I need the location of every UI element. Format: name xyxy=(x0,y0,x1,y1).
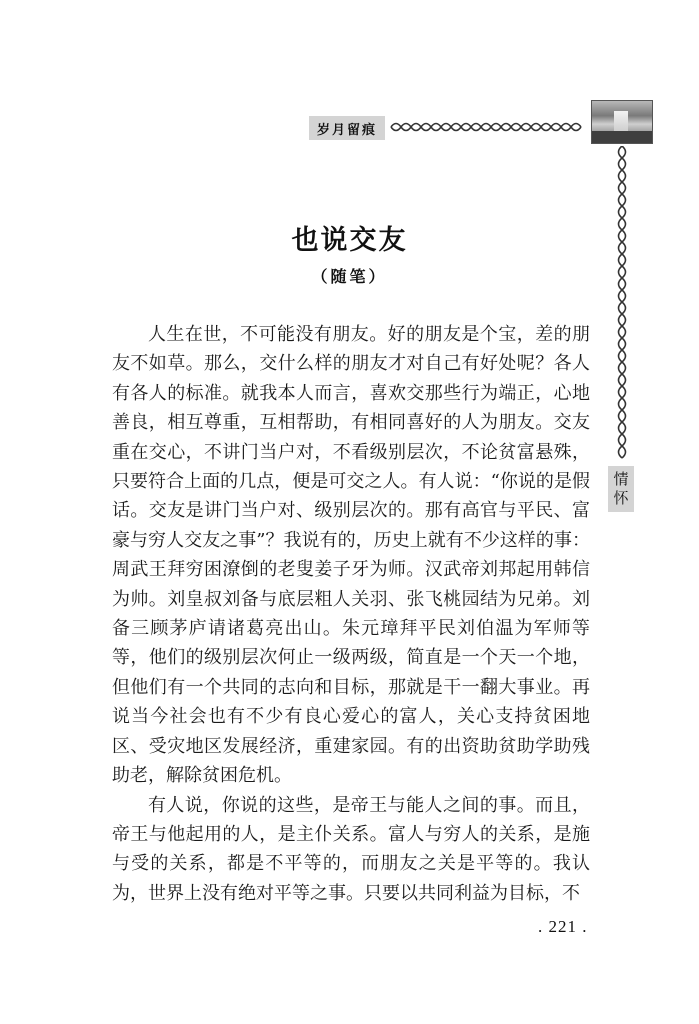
article-title: 也说交友 xyxy=(291,225,408,256)
paragraph-1: 人生在世，不可能没有朋友。好的朋友是个宝，差的朋友不如草。那么，交什么样的朋友才对自己有好处呢？各人有各人的标准。就我本人而言，喜欢交那些行为端正，心地善良，相互尊重，互相帮助，有相同喜好的人为朋友。交友重在交心，不讲门当户对，不看级别层次，不论贫富悬殊，只要符合上面的几点，便是可交之人。有人说：“你说的是假话。交友是讲门当户对、级别层次的。那有高官与平民、富豪与穷人交友之事”？我说有的，历史上就有不少这样的事：周武王拜穷困潦倒的老叟姜子牙为师。汉武帝刘邦起用韩信为帅。刘皇叔刘备与底层粗人关羽、张飞桃园结为兄弟。刘备三顾茅庐请诸葛亮出山。朱元璋拜平民刘伯温为军师等等，他们的级别层次何止一级两级，简直是一个天一个地，但他们有一个共同的志向和目标，那就是干一翻大事业。再说当今社会也有不少有良心爱心的富人，关心支持贫困地区、受灾地区发展经济，重建家园。有的出资助贫助学助残助老，解除贫困危机。 xyxy=(112,324,590,787)
side-tab-char-2: 怀 xyxy=(613,489,629,507)
page-number: . 221 . xyxy=(538,917,588,936)
waterfall-photo xyxy=(591,100,653,144)
chapter-side-tab xyxy=(608,466,634,512)
paragraph-2: 有人说，你说的这些，是帝王与能人之间的事。而且，帝王与他起用的人，是主仆关系。富人与穷人的关系，是施与受的关系，都是不平等的，而朋友之关是平等的。我认为，世界上没有绝对平等之事。只要以共同利益为目标，不 xyxy=(112,794,590,904)
ornamental-chain-horizontal xyxy=(389,119,589,135)
article-body xyxy=(112,320,590,908)
article-genre: （随笔） xyxy=(311,267,388,286)
ornamental-chain-vertical xyxy=(614,146,630,464)
section-label: 岁月留痕 xyxy=(309,116,385,140)
side-tab-char-1: 情 xyxy=(613,470,629,488)
